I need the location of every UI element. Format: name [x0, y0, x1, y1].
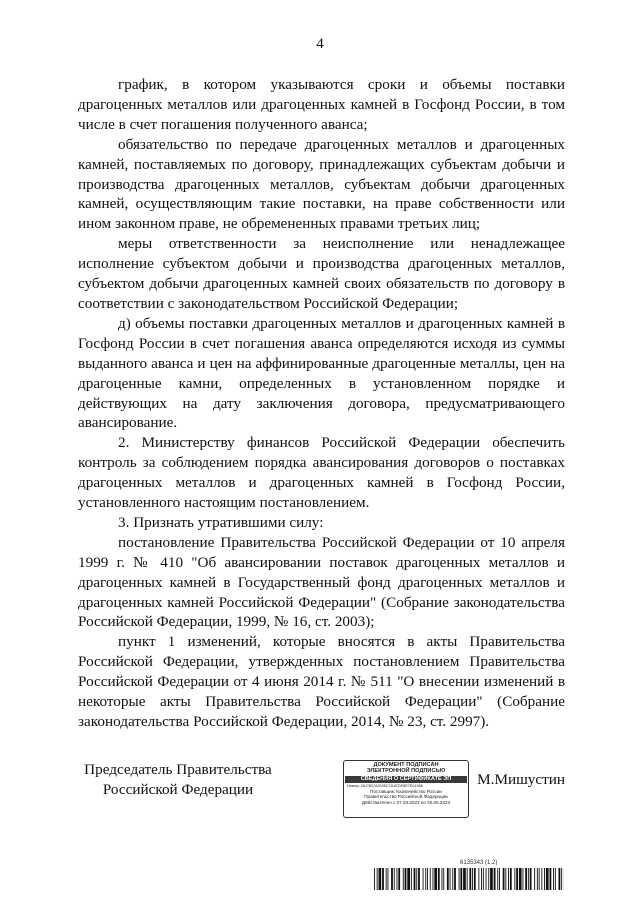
esign-validity: Действителен с 07.03.2023 по 30.05.2024 — [361, 800, 451, 805]
document-code: 6135343 (1.2) — [460, 860, 498, 866]
paragraph-delivery-volumes: д) объемы поставки драгоценных металлов и драгоценных камней в Госфонд России в счет погашения аванса определяются исходя из суммы выданного аванса и цен на аффинированные драгоценные металлы, цен на драгоценные камни, определенных в установленном порядке и действующих на дату заключения договора, предусматривающего авансирование. — [78, 314, 565, 432]
signatory-name: М.Мишустин — [477, 771, 565, 788]
paragraph-repeal-resolution-410: постановление Правительства Российской Федерации от 10 апреля 1999 г. № 410 "Об авансировании поставок драгоценных металлов и драгоценных камней в Государственный фонд драгоценных металлов и драгоценных камней Российской Федерации" (Собрание законодательства Российской Федерации, 1999, № 16, ст. 2003); — [78, 533, 565, 631]
esign-serial-number: Номер: 2AC3B7A3005C7A1EDF8E7E01988 — [347, 783, 423, 788]
esign-title-line1: ДОКУМЕНТ ПОДПИСАН — [373, 762, 439, 768]
document-body — [78, 75, 565, 732]
esign-title-line2: ЭЛЕКТРОННОЙ ПОДПИСЬЮ — [366, 768, 446, 775]
paragraph-delivery-schedule: график, в котором указываются сроки и объемы поставки драгоценных металлов или драгоценных камней в Госфонд России, в том числе в счет погашения полученного аванса; — [78, 76, 565, 133]
signatory-title-line1: Председатель Правительства — [84, 761, 272, 778]
paragraph-transfer-obligation: обязательство по передаче драгоценных металлов и драгоценных камней, поставляемых по договору, принадлежащих субъектам добычи и производства драгоценных металлов, субъектам добычи драгоценных камней, осуществляющим такие поставки, на праве собственности или ином законном праве, не обремененных правами третьих лиц; — [78, 135, 565, 233]
electronic-signature-stamp — [343, 760, 469, 818]
esign-supplier: Поставщик: Казначейство России — [370, 788, 442, 794]
signatory-title-line2: Российской Федерации — [102, 780, 254, 798]
signature-block — [78, 760, 565, 820]
paragraph-liability-measures: меры ответственности за неисполнение или ненадлежащее исполнение субъектом добычи и производства драгоценных металлов, субъектом добычи драгоценных камней своих обязательств по договору в соответствии с законодательством Российской Федерации; — [78, 235, 565, 312]
esign-owner: Правительство Российской Федерации — [364, 794, 448, 800]
paragraph-repeal-heading: 3. Признать утратившими силу: — [118, 513, 324, 531]
page-number: 4 — [316, 36, 324, 52]
paragraph-ministry-control: 2. Министерству финансов Российской Федерации обеспечить контроль за соблюдением порядка авансирования договоров о поставках драгоценных металлов и драгоценных камней в Госфонд России, установленного настоящим постановлением. — [78, 434, 565, 512]
signatory-title — [78, 760, 278, 800]
paragraph-repeal-item-1: пункт 1 изменений, которые вносятся в акты Правительства Российской Федерации, утвержденных постановлением Правительства Российской Федерации от 4 июня 2014 г. № 511 "О внесении изменений в некоторые акты Правительства Российской Федерации" (Собрание законодательства Российской Федерации, 2014, № 23, ст. 2997). — [78, 633, 565, 730]
esign-certificate-header: СВЕДЕНИЯ О СЕРТИФИКАТЕ ЭП — [345, 776, 467, 783]
document-barcode — [374, 868, 564, 890]
